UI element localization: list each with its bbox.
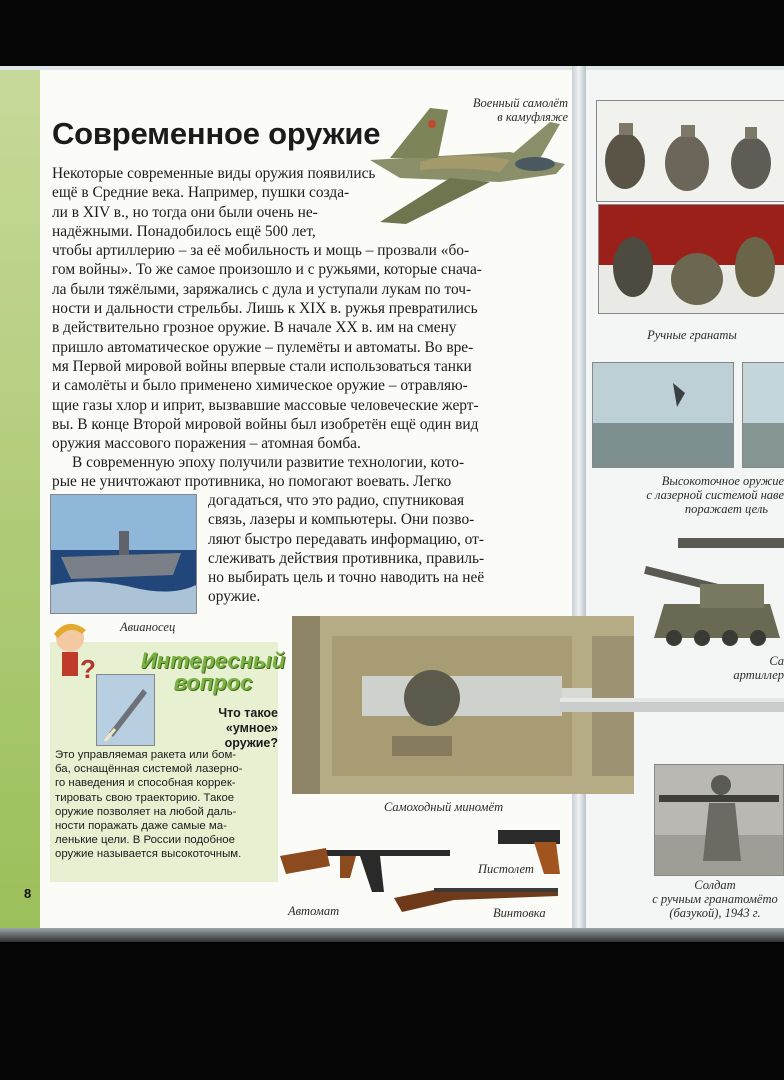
text-line: надёжными. Понадобилось ещё 500 лет,: [52, 222, 316, 240]
text-line: тировать свою траекторию. Такое: [55, 791, 235, 804]
text-line: ляют быстро передавать информацию, от-: [208, 530, 485, 548]
soldier-caption: [646, 878, 784, 920]
text-line: оружие называется высокоточным.: [55, 848, 242, 861]
text-line: го наведения и способная коррек-: [55, 777, 236, 790]
text-line: рые не уничтожают противника, но помогают воевать. Легко: [52, 473, 452, 490]
soldier-caption-line: Солдат: [694, 878, 736, 892]
soldier-caption-line: (базукой), 1943 г.: [669, 906, 761, 920]
mortar-caption: Самоходный миномёт: [384, 800, 504, 814]
text-line: ба, оснащённая системой лазерно-: [55, 763, 243, 776]
text-line: мя Первой мировой войны впервые стали использоваться танки: [52, 357, 472, 375]
pistol-caption: Пистолет: [478, 862, 534, 876]
grenades-photo-top: [596, 100, 784, 202]
paragraph-2-line2: [52, 472, 572, 491]
text-line: оружие позволяет на любой даль-: [55, 805, 237, 818]
carrier-caption: Авианосец: [120, 620, 176, 634]
text-line: ности поражать даже самые ма-: [55, 820, 227, 833]
page-number: 8: [24, 886, 32, 901]
precision-caption-line: поражает цель: [684, 502, 768, 516]
grenades-caption: Ручные гранаты: [647, 328, 737, 342]
text-line: гом войны». То же самое произошло и с ружьями, которые снача-: [52, 261, 482, 279]
plane-caption: [410, 96, 568, 124]
artillery-caption-line: Са: [769, 654, 784, 668]
text-line: догадаться, что это радио, спутниковая: [208, 492, 465, 509]
soldier-bazooka-photo: [654, 764, 784, 876]
artillery-caption-line: артиллер: [733, 668, 784, 682]
quiz-answer: [55, 748, 277, 862]
text-line: ещё в Средние века. Например, пушки созда-: [52, 184, 350, 202]
quiz-heading: [138, 650, 288, 694]
text-line: ли в XIV в., но тогда они были очень не-: [52, 203, 318, 221]
quiz-heading-line: Интересный: [140, 648, 286, 673]
precision-caption-line: с лазерной системой наве: [646, 488, 784, 502]
quiz-heading-line: вопрос: [173, 670, 253, 695]
quiz-question-line: «умное» оружие?: [224, 721, 278, 750]
book-gutter: [572, 66, 586, 940]
text-line: связь, лазеры и компьютеры. Они позво-: [208, 511, 475, 529]
text-line: чтобы артиллерию – за её мобильность и мощь – прозвали «бо-: [52, 242, 470, 260]
paragraph-2-wrap: [208, 491, 572, 607]
quiz-question: [176, 706, 278, 751]
cartoon-boy-icon: [48, 616, 98, 694]
text-line: оружия массового поражения – атомная бомба.: [52, 435, 361, 453]
svg-text:?: ?: [80, 654, 96, 684]
paragraph-1: [52, 164, 572, 453]
rifle-caption: Винтовка: [493, 906, 546, 920]
soldier-caption-line: с ручным гранатомёто: [652, 892, 778, 906]
text-line: щие газы хлор и иприт, вызвавшие массовые человеческие жерт-: [52, 396, 479, 414]
quiz-question-line: Что такое: [218, 706, 278, 720]
page-title: Современное оружие: [52, 116, 381, 151]
text-line: вы. В конце Второй мировой войны был изобретён ещё один вид: [52, 415, 479, 433]
precision-weapon-photo: [592, 362, 734, 468]
text-line: пришло автоматическое оружие – пулемёты и автоматы. Во вре-: [52, 338, 474, 356]
text-line: оружие.: [208, 588, 261, 606]
precision-caption: [600, 474, 784, 516]
text-line: Некоторые современные виды оружия появились: [52, 165, 376, 182]
text-line: ла были тяжёлыми, заряжались с дула и уступали лукам по точ-: [52, 280, 472, 298]
precision-weapon-photo-2: [742, 362, 784, 468]
automat-caption: Автомат: [288, 904, 340, 918]
text-line: ности и дальности стрельбы. Лишь к XIX в. ружья превратились: [52, 300, 478, 318]
artillery-image: [640, 530, 784, 654]
paragraph-2-top: [72, 453, 572, 472]
text-line: и самолёты и было применено химическое оружие – отравляю-: [52, 377, 468, 395]
page-bottom-edge: [0, 928, 784, 942]
precision-caption-line: Высокоточное оружие: [661, 474, 784, 488]
text-line: Это управляемая ракета или бом-: [55, 749, 237, 761]
plane-caption-line: в камуфляже: [497, 110, 568, 124]
text-line: ленькие цели. В России подобное: [55, 834, 235, 847]
text-line: слеживать действия противника, правиль-: [208, 549, 485, 567]
green-margin-bar: [0, 70, 40, 932]
text-line: В современную эпоху получили развитие технологии, кото-: [72, 454, 465, 471]
aircraft-carrier-image: [50, 494, 197, 614]
text-line: но выбирать цель и точно наводить на неё: [208, 569, 485, 587]
plane-caption-line: Военный самолёт: [472, 96, 568, 110]
missile-image: [96, 674, 155, 746]
gun-barrel-image: [560, 692, 784, 718]
artillery-caption: [700, 654, 784, 682]
text-line: в действительно грозное оружие. В начале XX в. им на смену: [52, 319, 457, 337]
grenades-photo-bottom: [598, 204, 784, 314]
